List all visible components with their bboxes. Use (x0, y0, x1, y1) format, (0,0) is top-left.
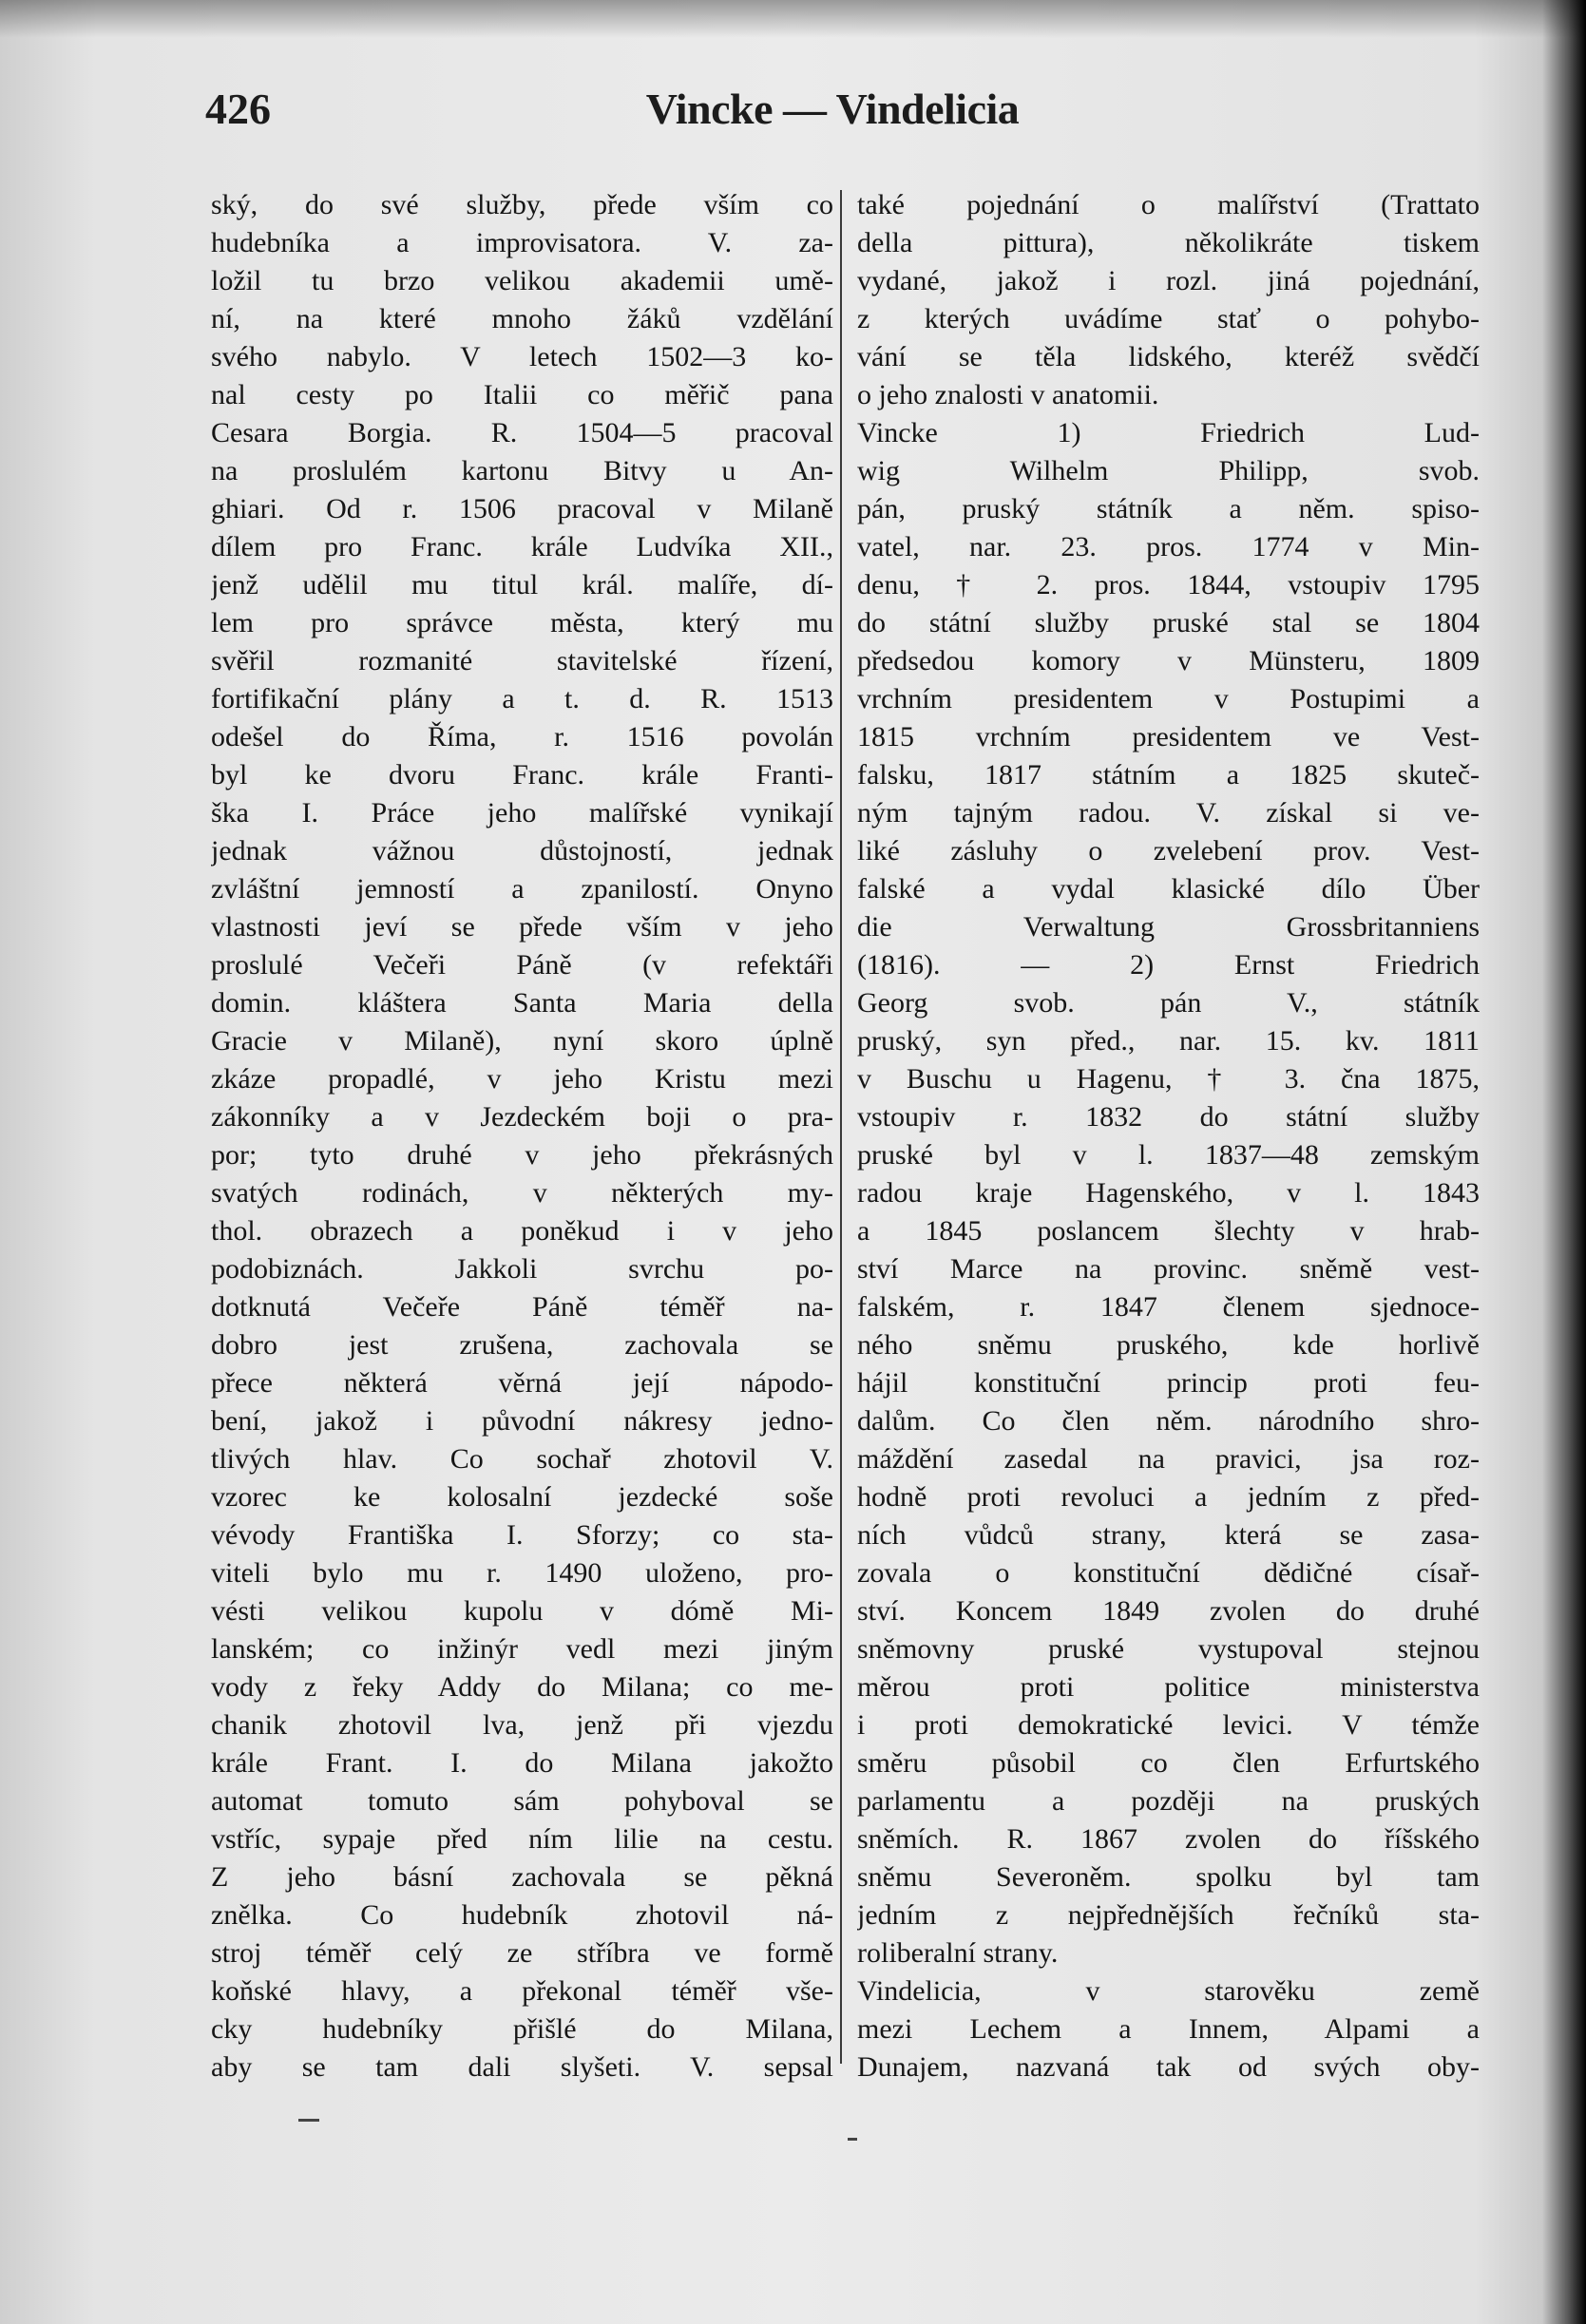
text-line: ložil tu brzo velikou akademii umě- (211, 265, 833, 296)
text-line: Gracie v Milaně), nyní skoro úplně (211, 1025, 833, 1057)
text-line: falsku, 1817 státním a 1825 skuteč- (857, 759, 1480, 791)
text-line: roliberalní strany. (857, 1937, 1059, 1969)
text-line: liké zásluhy o zvelebení prov. Vest- (857, 835, 1480, 867)
text-line: byl ke dvoru Franc. krále Franti- (211, 759, 833, 791)
text-line: radou kraje Hagenského, v l. 1843 (857, 1177, 1480, 1209)
text-line: (1816). — 2) Ernst Friedrich (857, 949, 1480, 981)
text-line: zákonníky a v Jezdeckém boji o pra- (211, 1101, 833, 1133)
text-line: koňské hlavy, a překonal téměř vše- (211, 1975, 833, 2007)
column-rule (840, 190, 842, 2064)
right-text-column (857, 186, 1480, 2086)
text-line: sněmovny pruské vystupoval stejnou (857, 1633, 1480, 1665)
text-line: fortifikační plány a t. d. R. 1513 (211, 683, 833, 714)
text-line: nal cesty po Italii co měřič pana (211, 379, 833, 410)
text-line: svého nabylo. V letech 1502—3 ko- (211, 341, 833, 372)
text-line: mezi Lechem a Innem, Alpami a (857, 2013, 1480, 2045)
text-line: dalům. Co člen něm. národního shro- (857, 1405, 1480, 1437)
text-line: por; tyto druhé v jeho překrásných (211, 1139, 833, 1171)
text-line: falském, r. 1847 členem sjednoce- (857, 1291, 1480, 1323)
text-line: Dunajem, nazvaná tak od svých oby- (857, 2051, 1480, 2083)
page-right-shadow (1542, 0, 1586, 2324)
dash-mark (848, 2138, 857, 2141)
text-line: proslulé Večeři Páně (v refektáři (211, 949, 833, 981)
text-line: vzorec ke kolosalní jezdecké soše (211, 1481, 833, 1513)
text-line: thol. obrazech a poněkud i v jeho (211, 1215, 833, 1247)
text-line: domin. kláštera Santa Maria della (211, 987, 833, 1019)
text-line: i proti demokratické levici. V témže (857, 1709, 1480, 1741)
text-line: lem pro správce města, který mu (211, 607, 833, 638)
text-line: dotknutá Večeře Páně téměř na- (211, 1291, 833, 1323)
text-line: o jeho znalosti v anatomii. (857, 379, 1159, 410)
page-header (205, 84, 1469, 141)
text-line: viteli bylo mu r. 1490 uloženo, pro- (211, 1557, 833, 1589)
text-line: wig Wilhelm Philipp, svob. (857, 455, 1480, 486)
text-line: lanském; co inžinýr vedl mezi jiným (211, 1633, 833, 1665)
text-line: do státní služby pruské stal se 1804 (857, 607, 1480, 638)
text-line: ství. Koncem 1849 zvolen do druhé (857, 1595, 1480, 1627)
text-line: bení, jakož i původní nákresy jedno- (211, 1405, 833, 1437)
text-line: měrou proti politice ministerstva (857, 1671, 1480, 1703)
text-line: dílem pro Franc. krále Ludvíka XII., (211, 531, 833, 562)
text-line: automat tomuto sám pohyboval se (211, 1785, 833, 1817)
text-line: ský, do své služby, přede vším co (211, 189, 833, 220)
text-line: a 1845 poslancem šlechty v hrab- (857, 1215, 1480, 1247)
text-line: směru působil co člen Erfurtského (857, 1747, 1480, 1779)
text-line: jenž udělil mu titul král. malíře, dí- (211, 569, 833, 600)
text-line: z kterých uvádíme stať o pohybo- (857, 303, 1480, 334)
text-line: vlastnosti jeví se přede vším v jeho (211, 911, 833, 943)
text-line: vání se těla lidského, kteréž svědčí (857, 341, 1480, 372)
text-line: Z jeho básní zachovala se pěkná (211, 1861, 833, 1893)
text-line: zvláštní jemností a zpanilostí. Onyno (211, 873, 833, 905)
text-line: Vincke 1) Friedrich Lud- (857, 417, 1480, 448)
text-line: předsedou komory v Münsteru, 1809 (857, 645, 1480, 676)
text-line: dobro jest zrušena, zachovala se (211, 1329, 833, 1361)
text-line: krále Frant. I. do Milana jakožto (211, 1747, 833, 1779)
dash-mark (298, 2119, 319, 2122)
text-line: denu, † 2. pros. 1844, vstoupiv 1795 (857, 569, 1480, 600)
text-line: cky hudebníky přišlé do Milana, (211, 2013, 833, 2045)
text-line: jedním z nejpřednějších řečníků sta- (857, 1899, 1480, 1931)
text-line: znělka. Co hudebník zhotovil ná- (211, 1899, 833, 1931)
text-line: ství Marce na provinc. sněmě vest- (857, 1253, 1480, 1285)
text-line: Georg svob. pán V., státník (857, 987, 1480, 1019)
text-line: ného sněmu pruského, kde horlivě (857, 1329, 1480, 1361)
text-line: sněmích. R. 1867 zvolen do říšského (857, 1823, 1480, 1855)
text-line: pruský, syn před., nar. 15. kv. 1811 (857, 1025, 1480, 1057)
text-line: hájil konstituční princip proti feu- (857, 1367, 1480, 1399)
page-number: 426 (205, 85, 271, 133)
text-line: stroj téměř celý ze stříbra ve formě (211, 1937, 833, 1969)
text-line: vody z řeky Addy do Milana; co me- (211, 1671, 833, 1703)
running-head: Vincke — Vindelicia (645, 85, 1020, 133)
text-line: pán, pruský státník a něm. spiso- (857, 493, 1480, 524)
text-line: ným tajným radou. V. získal si ve- (857, 797, 1480, 829)
page-top-shadow (0, 0, 1586, 38)
text-line: hudebníka a improvisatora. V. za- (211, 227, 833, 258)
text-line: hodně proti revoluci a jedním z před- (857, 1481, 1480, 1513)
text-line: podobiznách. Jakkoli svrchu po- (211, 1253, 833, 1285)
text-line: ní, na které mnoho žáků vzdělání (211, 303, 833, 334)
text-line: zkáze propadlé, v jeho Kristu mezi (211, 1063, 833, 1095)
text-line: vydané, jakož i rozl. jiná pojednání, (857, 265, 1480, 296)
text-line: tlivých hlav. Co sochař zhotovil V. (211, 1443, 833, 1475)
left-text-column (211, 186, 833, 2086)
text-line: také pojednání o malířství (Trattato (857, 189, 1480, 220)
text-line: aby se tam dali slyšeti. V. sepsal (211, 2051, 833, 2083)
text-line: přece některá věrná její nápodo- (211, 1367, 833, 1399)
text-line: ška I. Práce jeho malířské vynikají (211, 797, 833, 829)
text-line: máždění zasedal na pravici, jsa roz- (857, 1443, 1480, 1475)
text-line: vésti velikou kupolu v dómě Mi- (211, 1595, 833, 1627)
text-line: vstříc, sypaje před ním lilie na cestu. (211, 1823, 833, 1855)
text-line: zovala o konstituční dědičné císař- (857, 1557, 1480, 1589)
text-line: pruské byl v l. 1837—48 zemským (857, 1139, 1480, 1171)
text-line: della pittura), několikráte tiskem (857, 227, 1480, 258)
text-line: ghiari. Od r. 1506 pracoval v Milaně (211, 493, 833, 524)
text-line: 1815 vrchním presidentem ve Vest- (857, 721, 1480, 752)
text-line: Vindelicia, v starověku země (857, 1975, 1480, 2007)
text-line: chanik zhotovil lva, jenž při vjezdu (211, 1709, 833, 1741)
text-line: vstoupiv r. 1832 do státní služby (857, 1101, 1480, 1133)
text-line: die Verwaltung Grossbritanniens (857, 911, 1480, 943)
text-line: parlamentu a později na pruských (857, 1785, 1480, 1817)
text-line: na proslulém kartonu Bitvy u An- (211, 455, 833, 486)
text-line: falské a vydal klasické dílo Über (857, 873, 1480, 905)
text-line: vrchním presidentem v Postupimi a (857, 683, 1480, 714)
text-line: sněmu Severoněm. spolku byl tam (857, 1861, 1480, 1893)
text-line: ních vůdců strany, která se zasa- (857, 1519, 1480, 1551)
text-line: odešel do Říma, r. 1516 povolán (211, 721, 833, 752)
text-line: svatých rodinách, v některých my- (211, 1177, 833, 1209)
text-line: v Buschu u Hagenu, † 3. čna 1875, (857, 1063, 1480, 1095)
text-line: Cesara Borgia. R. 1504—5 pracoval (211, 417, 833, 448)
text-line: vévody Františka I. Sforzy; co sta- (211, 1519, 833, 1551)
text-line: svěřil rozmanité stavitelské řízení, (211, 645, 833, 676)
text-line: vatel, nar. 23. pros. 1774 v Min- (857, 531, 1480, 562)
text-line: jednak vážnou důstojností, jednak (211, 835, 833, 867)
